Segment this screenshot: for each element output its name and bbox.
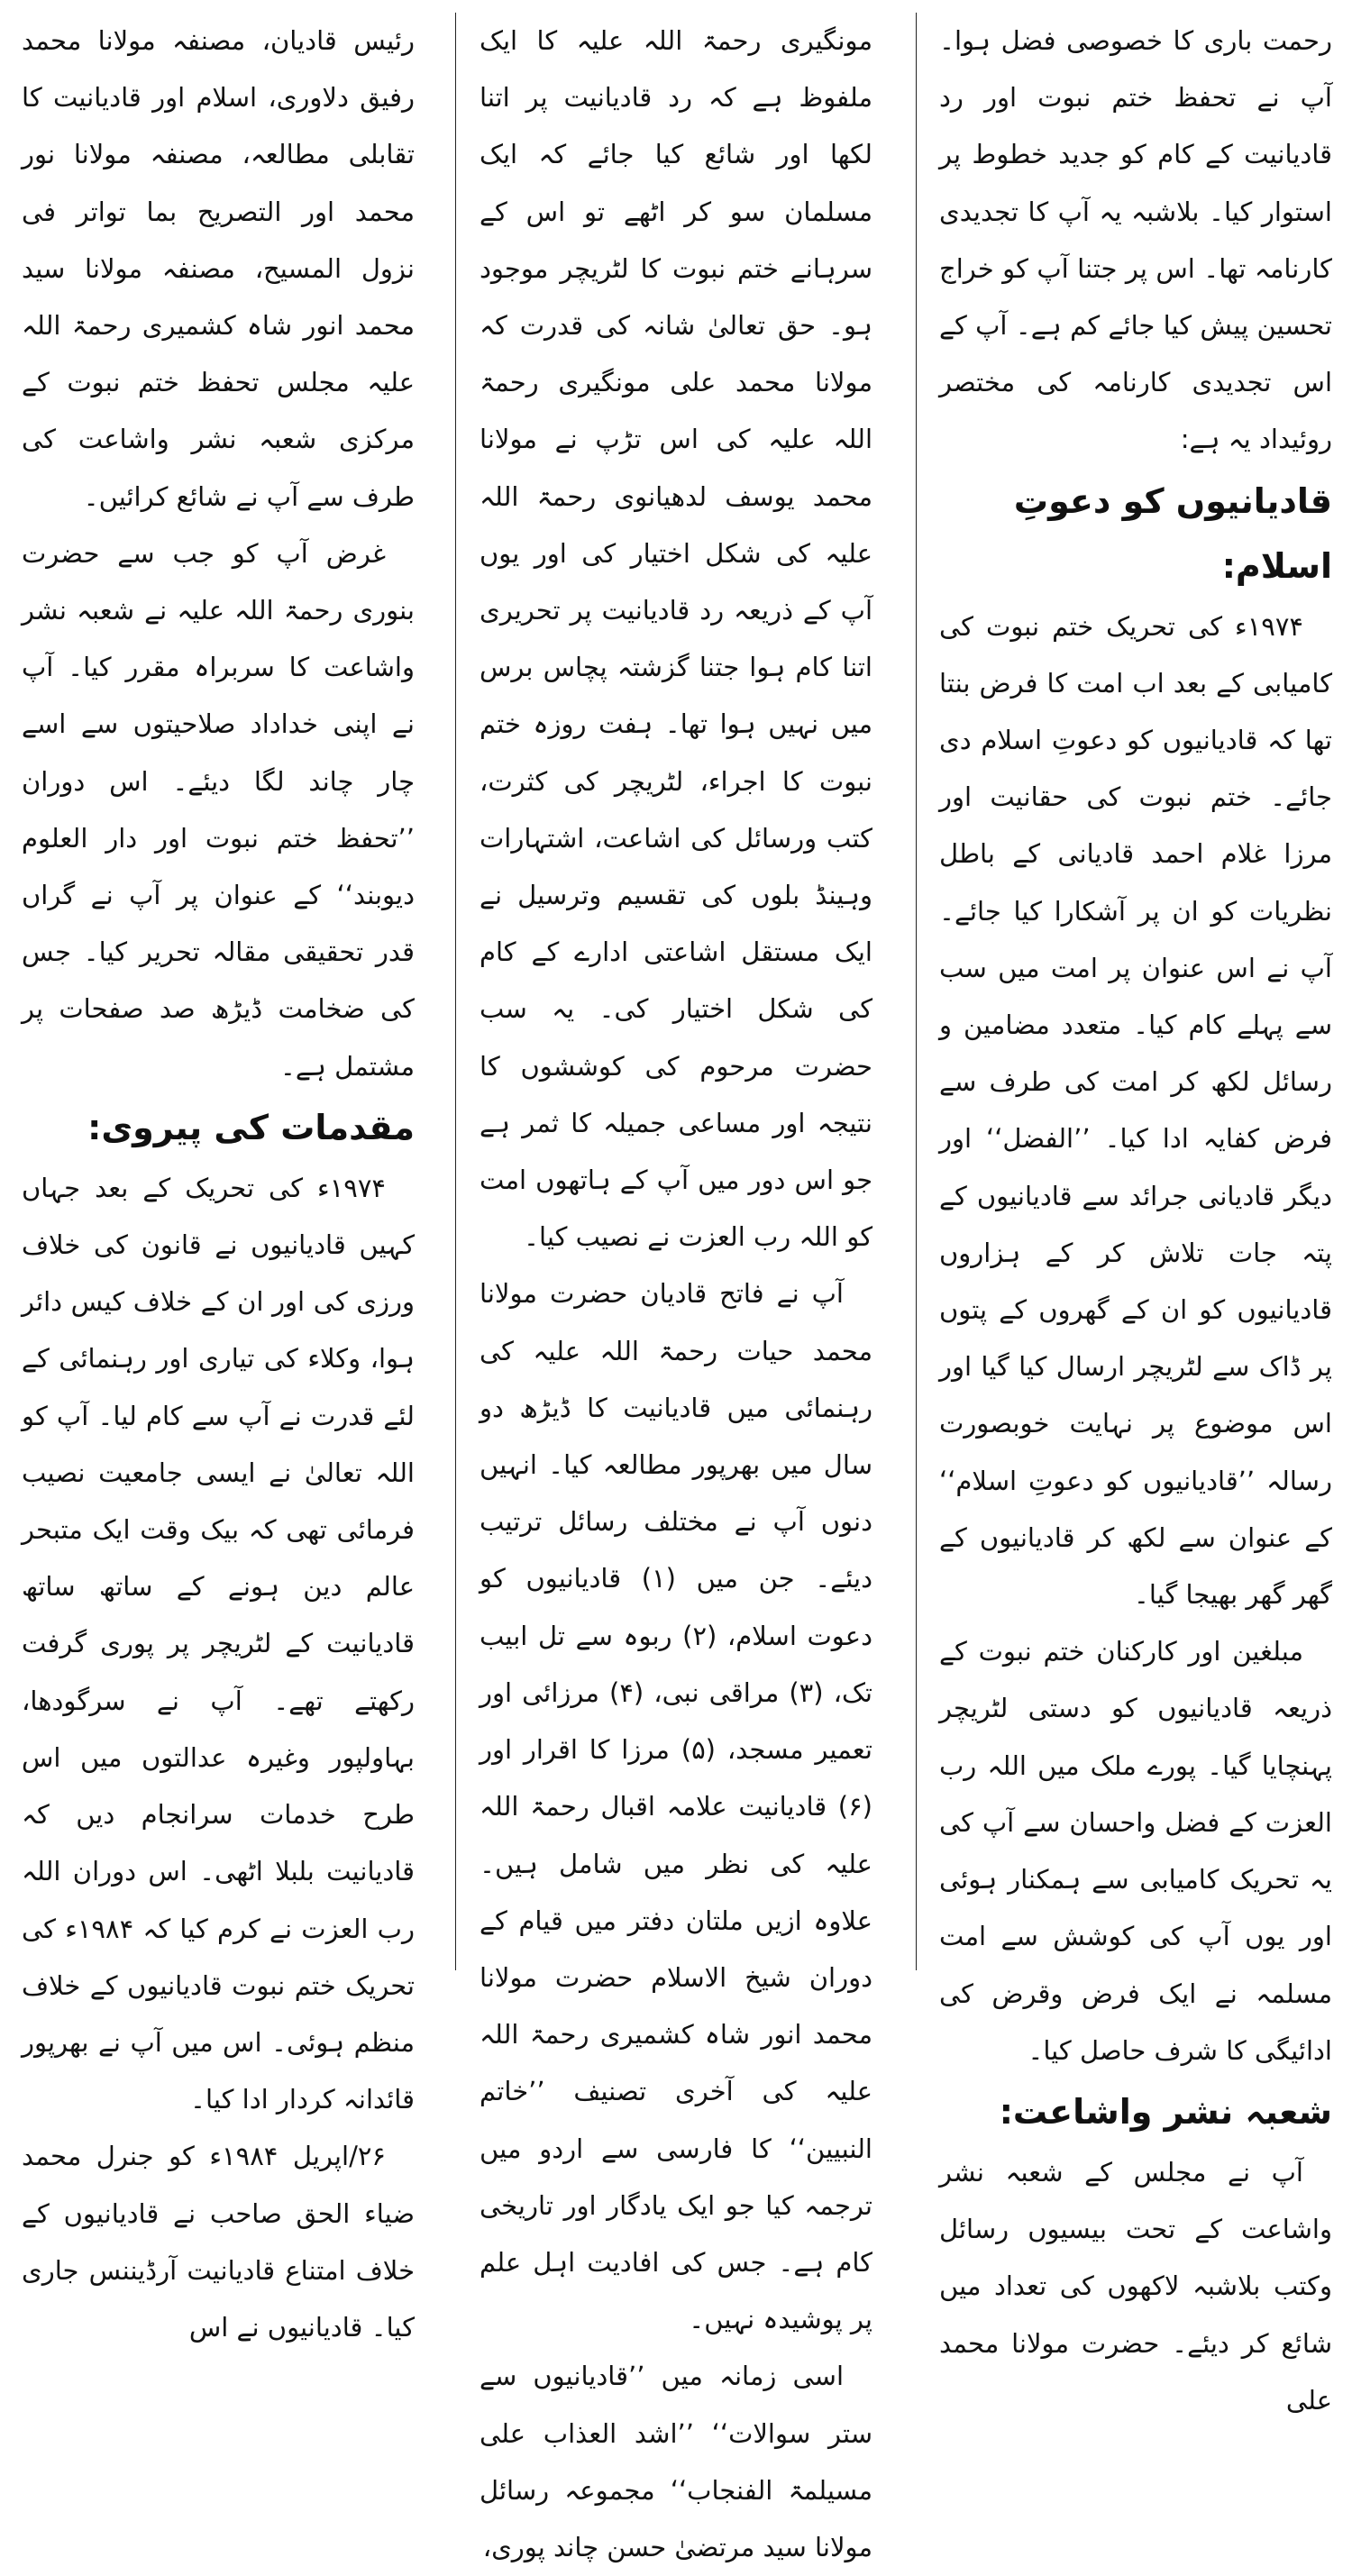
column-divider bbox=[455, 13, 456, 1970]
text-column-left bbox=[22, 13, 415, 2343]
paragraph: رحمت باری کا خصوصی فضل ہوا۔ آپ نے تحفظ ختم نبوت اور رد قادیانیت کے کام کو جدید خطوط پر استوار کیا۔ بلاشبہ یہ آپ کا تجدیدی کارنامہ تھا۔ اس پر جتنا آپ کو خراج تحسین پیش کیا جائے کم ہے۔ آپ کے اس تجدیدی کارنامہ کی مختصر روئیداد یہ ہے: bbox=[939, 25, 1332, 455]
paragraph: ۲۶/اپریل ۱۹۸۴ء کو جنرل محمد ضیاء الحق صاحب نے قادیانیوں کے خلاف امتناع قادیانیت آرڈیننس جاری کیا۔ قادیانیوں نے اس bbox=[22, 2141, 415, 2343]
paragraph: آپ نے فاتح قادیان حضرت مولانا محمد حیات رحمۃ اللہ علیہ کی رہنمائی میں قادیانیت کا ڈیڑھ دو سال میں بھرپور مطالعہ کیا۔ انہیں دنوں آپ نے مختلف رسائل ترتیب دیئے۔ جن میں (۱) قادیانیوں کو دعوت اسلام، (۲) ربوہ سے تل ابیب تک، (۳) مراقی نبی، (۴) مرزائی اور تعمیر مسجد، (۵) مرزا کا اقرار اور (۶) قادیانیت علامہ اقبال رحمۃ اللہ علیہ کی نظر میں شامل ہیں۔ علاوہ ازیں ملتان دفتر میں قیام کے دوران شیخ الاسلام حضرت مولانا محمد انور شاہ کشمیری رحمۃ اللہ علیہ کی آخری تصنیف ’’خاتم النبیین‘‘ کا فارسی سے اردو میں ترجمہ کیا جو ایک یادگار اور تاریخی کام ہے۔ جس کی افادیت اہل علم پر پوشیدہ نہیں۔ bbox=[480, 1278, 873, 2335]
paragraph: اسی زمانہ میں ’’قادیانیوں سے ستر سوالات‘‘ ’’اشد العذاب علی مسیلمۃ الفنجاب‘‘ مجموعہ رسائل مولانا سید مرتضیٰ حسن چاند پوری، bbox=[480, 2361, 872, 2562]
paragraph: غرض آپ کو جب سے حضرت بنوری رحمۃ اللہ علیہ نے شعبہ نشر واشاعت کا سربراہ مقرر کیا۔ آپ نے اپنی خداداد صلاحیتوں سے اسے چار چاند لگا دیئے۔ اس دوران ’’تحفظ ختم نبوت اور دار العلوم دیوبند‘‘ کے عنوان پر آپ نے گراں قدر تحقیقی مقالہ تحریر کیا۔ جس کی ضخامت ڈیڑھ صد صفحات پر مشتمل ہے۔ bbox=[22, 537, 415, 1082]
paragraph: مبلغین اور کارکنان ختم نبوت کے ذریعہ قادیانیوں کو دستی لٹریچر پہنچایا گیا۔ پورے ملک میں اللہ رب العزت کے فضل واحسان سے آپ کی یہ تحریک کامیابی سے ہمکنار ہوئی اور یوں آپ کی کوشش سے امت مسلمہ نے ایک فرض وقرض کی ادائیگی کا شرف حاصل کیا۔ bbox=[939, 1636, 1332, 2066]
text-column-right bbox=[939, 13, 1332, 2416]
text-column-middle bbox=[480, 13, 873, 2562]
paragraph: رئیس قادیان، مصنفہ مولانا محمد رفیق دلاوری، اسلام اور قادیانیت کا تقابلی مطالعہ، مصنفہ مولانا نور محمد اور التصریح بما تواتر فی نزول المسیح، مصنفہ مولانا سید محمد انور شاہ کشمیری رحمۃ اللہ علیہ مجلس تحفظ ختم نبوت کے مرکزی شعبہ نشر واشاعت کی طرف سے آپ نے شائع کرائیں۔ bbox=[22, 25, 415, 512]
section-heading: مقدمات کی پیروی: bbox=[87, 1107, 415, 1147]
paragraph: ۱۹۷۴ء کی تحریک ختم نبوت کی کامیابی کے بعد اب امت کا فرض بنتا تھا کہ قادیانیوں کو دعوتِ اسلام دی جائے۔ ختم نبوت کی حقانیت اور مرزا غلام احمد قادیانی کے باطل نظریات کو ان پر آشکارا کیا جائے۔ آپ نے اس عنوان پر امت میں سب سے پہلے کام کیا۔ متعدد مضامین و رسائل لکھ کر امت کی طرف سے فرض کفایہ ادا کیا۔ ’’الفضل‘‘ اور دیگر قادیانی جرائد سے قادیانیوں کے پتہ جات تلاش کر کے ہزاروں قادیانیوں کو ان کے گھروں کے پتوں پر ڈاک سے لٹریچر ارسال کیا گیا اور اس موضوع پر نہایت خوبصورت رسالہ ’’قادیانیوں کو دعوتِ اسلام‘‘ کے عنوان سے لکھ کر قادیانیوں کے گھر گھر بھیجا گیا۔ bbox=[939, 610, 1332, 1611]
paragraph: ۱۹۷۴ء کی تحریک کے بعد جہاں کہیں قادیانیوں نے قانون کی خلاف ورزی کی اور ان کے خلاف کیس دائر ہوا، وکلاء کی تیاری اور رہنمائی کے لئے قدرت نے آپ سے کام لیا۔ آپ کو اللہ تعالیٰ نے ایسی جامعیت نصیب فرمائی تھی کہ بیک وقت ایک متبحر عالم دین ہونے کے ساتھ ساتھ قادیانیت کے لٹریچر پر پوری گرفت رکھتے تھے۔ آپ نے سرگودھا، بہاولپور وغیرہ عدالتوں میں اس طرح خدمات سرانجام دیں کہ قادیانیت بلبلا اٹھی۔ اس دوران اللہ رب العزت نے کرم کیا کہ ۱۹۸۴ء کی تحریک ختم نبوت قادیانیوں کے خلاف منظم ہوئی۔ اس میں آپ نے بھرپور قائدانہ کردار ادا کیا۔ bbox=[22, 1172, 415, 2115]
paragraph: آپ نے مجلس کے شعبہ نشر واشاعت کے تحت بیسیوں رسائل وکتب بلاشبہ لاکھوں کی تعداد میں شائع کر دیئے۔ حضرت مولانا محمد علی bbox=[939, 2156, 1332, 2416]
paragraph: مونگیری رحمۃ اللہ علیہ کا ایک ملفوظ ہے کہ رد قادیانیت پر اتنا لکھا اور شائع کیا جائے کہ ایک مسلمان سو کر اٹھے تو اس کے سرہانے ختم نبوت کا لٹریچر موجود ہو۔ حق تعالیٰ شانہ کی قدرت کہ مولانا محمد علی مونگیری رحمۃ اللہ علیہ کی اس تڑپ نے مولانا محمد یوسف لدھیانوی رحمۃ اللہ علیہ کی شکل اختیار کی اور یوں آپ کے ذریعہ رد قادیانیت پر تحریری اتنا کام ہوا جتنا گزشتہ پچاس برس میں نہیں ہوا تھا۔ ہفت روزہ ختم نبوت کا اجراء، لٹریچر کی کثرت، کتب ورسائل کی اشاعت، اشتہارات وہینڈ بلوں کی تقسیم وترسیل نے ایک مستقل اشاعتی ادارے کے کام کی شکل اختیار کی۔ یہ سب حضرت مرحوم کی کوششوں کا نتیجہ اور مساعی جمیلہ کا ثمر ہے جو اس دور میں آپ کے ہاتھوں امت کو اللہ رب العزت نے نصیب کیا۔ bbox=[480, 25, 872, 1253]
column-divider bbox=[916, 13, 917, 1970]
section-heading: قادیانیوں کو دعوتِ اسلام: bbox=[1013, 480, 1332, 586]
section-heading: شعبہ نشر واشاعت: bbox=[999, 2091, 1332, 2132]
